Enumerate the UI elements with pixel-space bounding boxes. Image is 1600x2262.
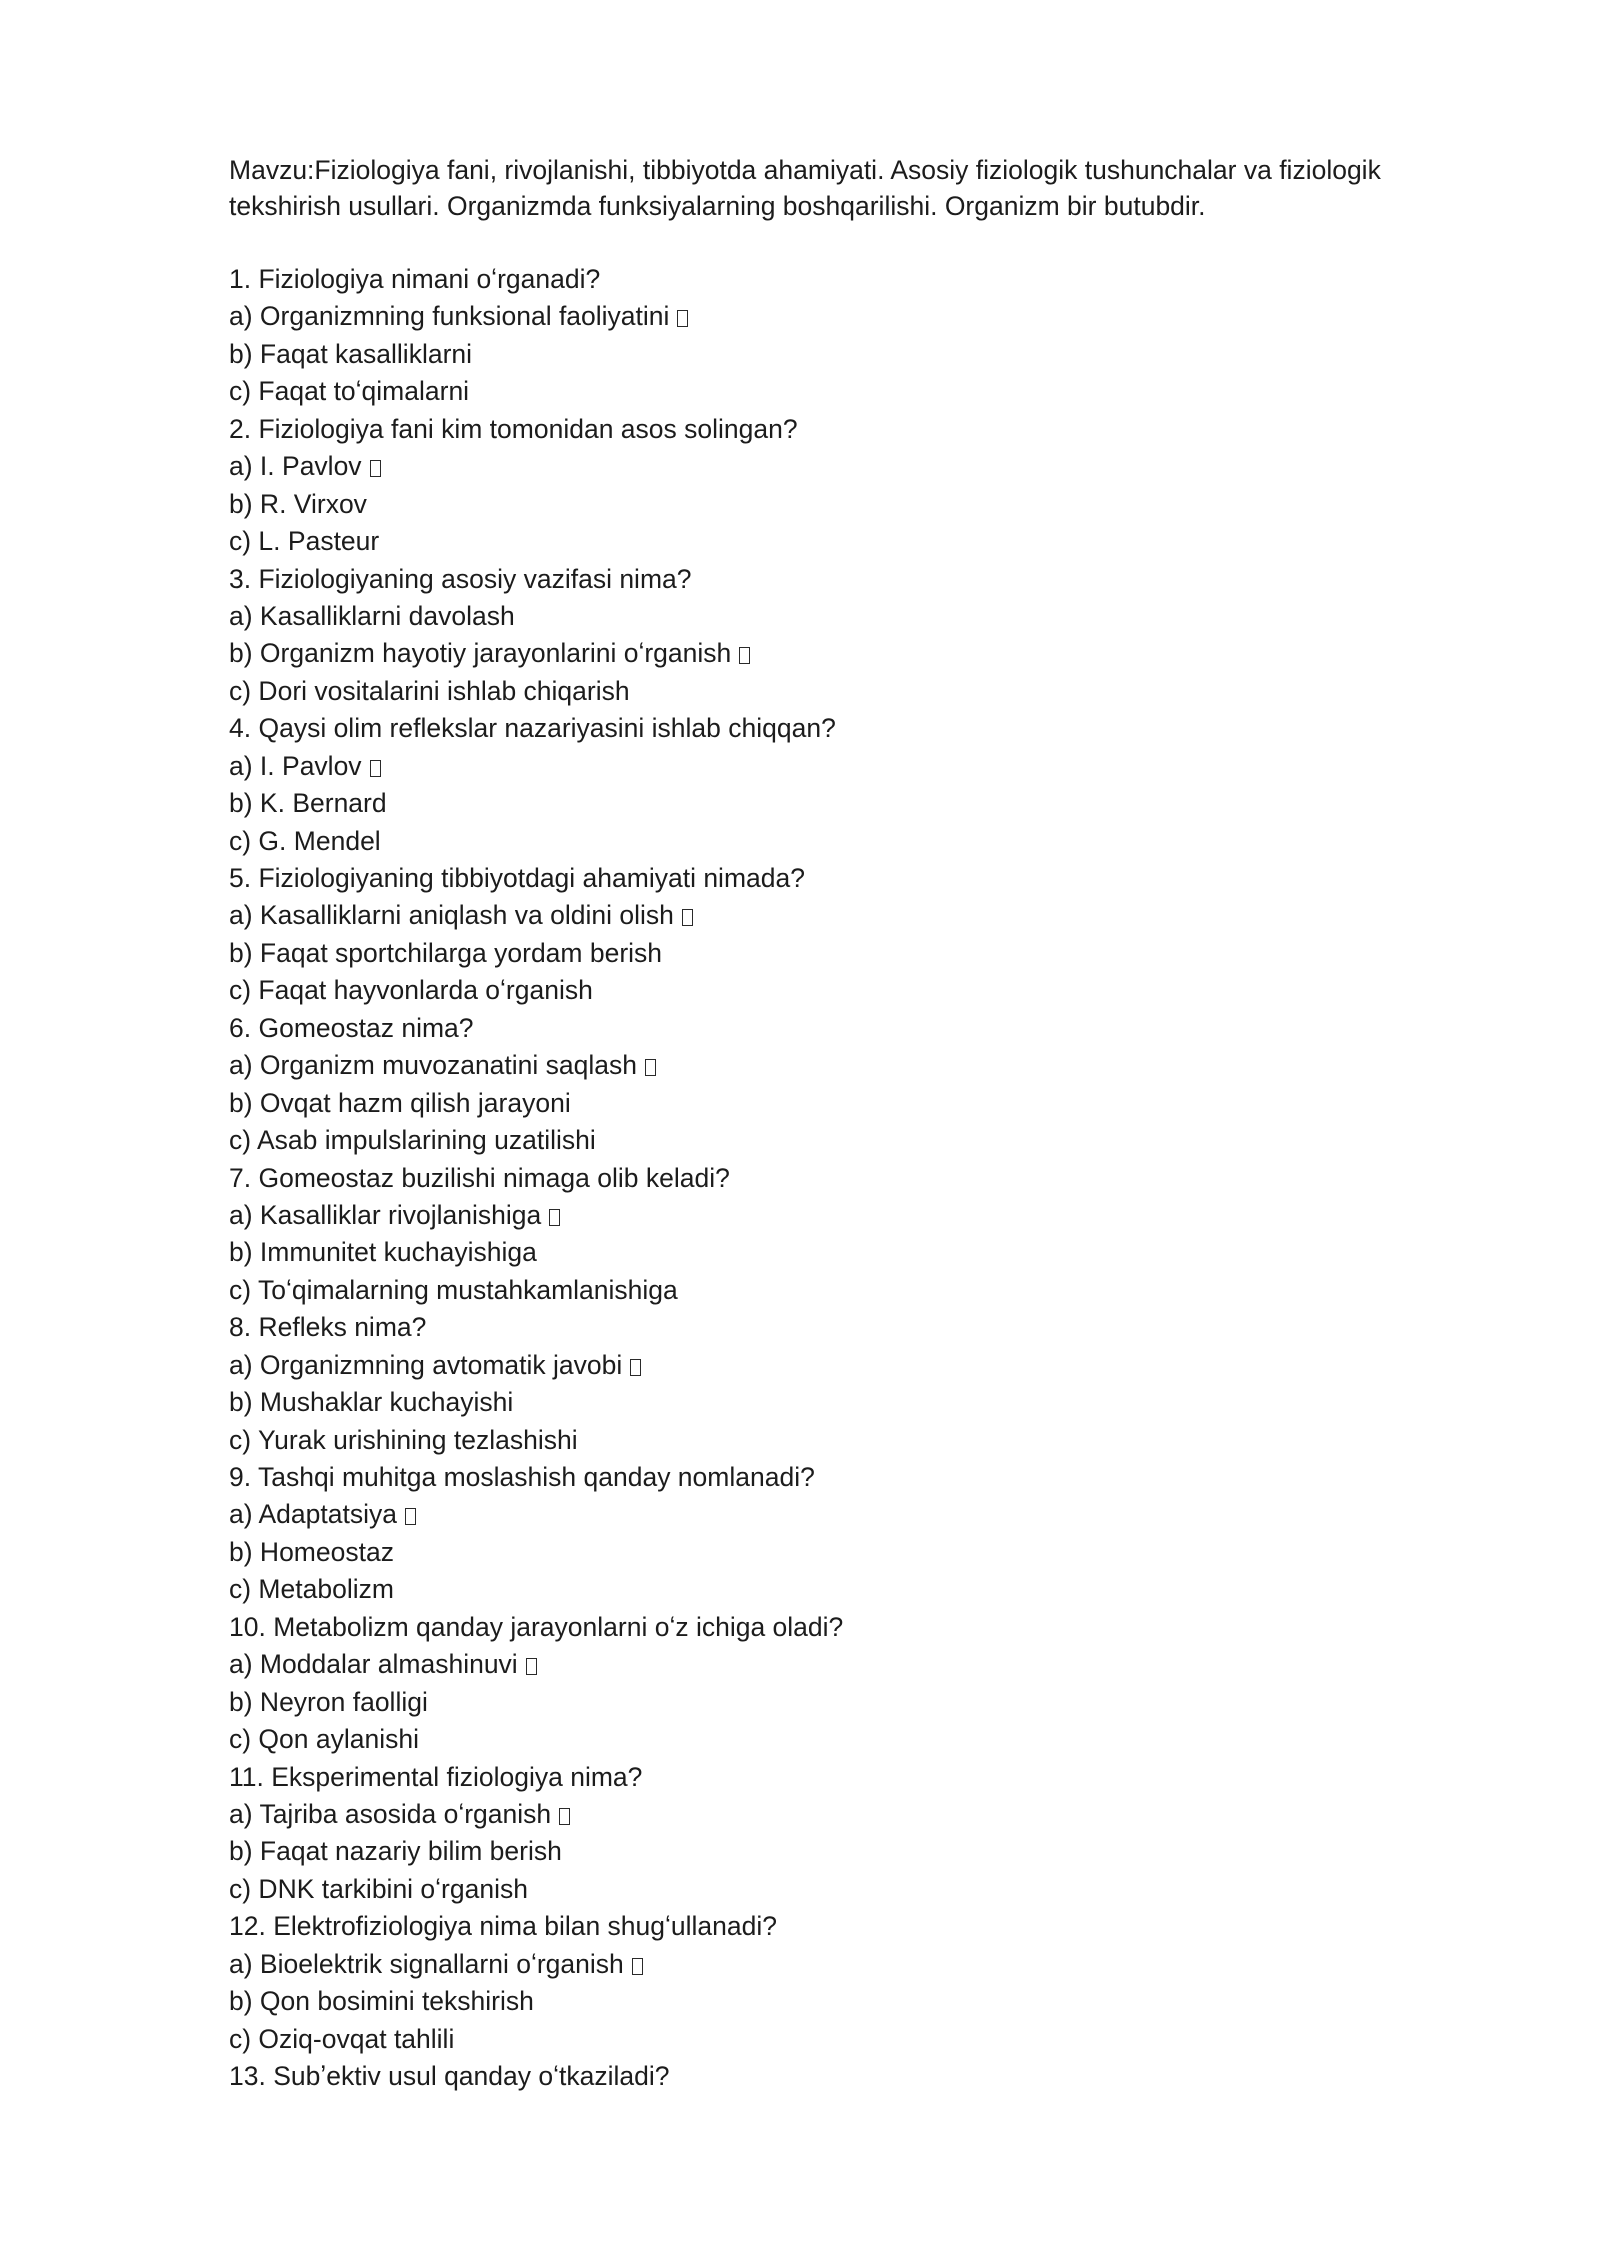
answer-option bbox=[229, 785, 1439, 822]
answer-option bbox=[229, 1384, 1439, 1421]
answer-option-text: c) Yurak urishining tezlashishi bbox=[229, 1424, 578, 1455]
answer-option bbox=[229, 1422, 1439, 1459]
answer-option bbox=[229, 2021, 1439, 2058]
question-text: 11. Eksperimental fiziologiya nima? bbox=[229, 1761, 643, 1792]
answer-option-text: a) Moddalar almashinuvi bbox=[229, 1649, 518, 1680]
question-text: 13. Subʼektiv usul qanday oʻtkaziladi? bbox=[229, 2061, 670, 2091]
answer-option-text: b) Immunitet kuchayishiga bbox=[229, 1237, 537, 1268]
answer-option-text: c) L. Pasteur bbox=[229, 526, 380, 557]
answer-option bbox=[229, 523, 1439, 560]
correct-answer-box-icon bbox=[526, 1658, 537, 1675]
answer-option bbox=[229, 1833, 1439, 1870]
answer-option bbox=[229, 1234, 1439, 1271]
question-text: 2. Fiziologiya fani kim tomonidan asos solingan? bbox=[229, 413, 798, 444]
question-text: 10. Metabolizm qanday jarayonlarni oʻz ichiga oladi? bbox=[229, 1611, 844, 1642]
answer-option bbox=[229, 1871, 1439, 1908]
correct-answer-box-icon bbox=[370, 760, 381, 777]
question-text: 12. Elektrofiziologiya nima bilan shugʻullanadi? bbox=[229, 1911, 777, 1942]
answer-option bbox=[229, 635, 1439, 672]
answer-option bbox=[229, 1721, 1439, 1758]
answer-option bbox=[229, 748, 1439, 785]
answer-option-text: a) Adaptatsiya bbox=[229, 1499, 397, 1530]
document-page bbox=[229, 152, 1439, 2095]
correct-answer-box-icon bbox=[549, 1209, 560, 1226]
answer-option-text: b) Qon bosimini tekshirish bbox=[229, 1986, 534, 2017]
answer-option bbox=[229, 1983, 1439, 2020]
answer-option-text: a) Kasalliklarni aniqlash va oldini olish bbox=[229, 900, 674, 931]
answer-option-text: c) Dori vositalarini ishlab chiqarish bbox=[229, 675, 630, 706]
answer-option bbox=[229, 1796, 1439, 1833]
correct-answer-box-icon bbox=[370, 460, 381, 477]
answer-option bbox=[229, 1684, 1439, 1721]
correct-answer-box-icon bbox=[682, 909, 693, 926]
answer-option-text: c) Asab impulslarining uzatilishi bbox=[229, 1125, 596, 1156]
correct-answer-box-icon bbox=[630, 1359, 641, 1376]
answer-option bbox=[229, 1122, 1439, 1159]
answer-option bbox=[229, 486, 1439, 523]
answer-option bbox=[229, 1047, 1439, 1084]
answer-option-text: b) Ovqat hazm qilish jarayoni bbox=[229, 1087, 571, 1118]
question-text: 8. Refleks nima? bbox=[229, 1312, 427, 1343]
answer-option-text: b) Faqat nazariy bilim berish bbox=[229, 1836, 562, 1867]
question-text: 5. Fiziologiyaning tibbiyotdagi ahamiyati nimada? bbox=[229, 863, 805, 893]
answer-option-text: a) Organizm muvozanatini saqlash bbox=[229, 1050, 637, 1081]
answer-option bbox=[229, 448, 1439, 485]
document-title: Mavzu:Fiziologiya fani, rivojlanishi, tibbiyotda ahamiyati. Asosiy fiziologik tushunchalar va fiziologik tekshirish usullari. Organizmda funksiyalarning boshqarilishi. Organizm bir butubdir. bbox=[229, 155, 1381, 221]
answer-option bbox=[229, 1197, 1439, 1234]
answer-option-text: c) DNK tarkibini oʻrganish bbox=[229, 1873, 528, 1904]
answer-option-text: b) Homeostaz bbox=[229, 1536, 394, 1567]
answer-option-text: c) Faqat hayvonlarda oʻrganish bbox=[229, 975, 593, 1006]
answer-option-text: a) Bioelektrik signallarni oʻrganish bbox=[229, 1948, 624, 1979]
answer-option bbox=[229, 298, 1439, 335]
question-text: 9. Tashqi muhitga moslashish qanday nomlanadi? bbox=[229, 1462, 815, 1492]
answer-option-text: b) Neyron faolligi bbox=[229, 1686, 428, 1717]
answer-option-text: b) Mushaklar kuchayishi bbox=[229, 1387, 514, 1418]
answer-option-text: c) Toʻqimalarning mustahkamlanishiga bbox=[229, 1274, 678, 1305]
answer-option bbox=[229, 1496, 1439, 1533]
question-list bbox=[229, 261, 1439, 2095]
answer-option-text: b) R. Virxov bbox=[229, 488, 367, 519]
answer-option-text: b) K. Bernard bbox=[229, 788, 387, 819]
answer-option-text: c) G. Mendel bbox=[229, 825, 381, 856]
answer-option bbox=[229, 1272, 1439, 1309]
correct-answer-box-icon bbox=[677, 310, 688, 327]
answer-option bbox=[229, 972, 1439, 1009]
answer-option-text: a) Kasalliklar rivojlanishiga bbox=[229, 1199, 542, 1230]
correct-answer-box-icon bbox=[405, 1508, 416, 1525]
answer-option bbox=[229, 1571, 1439, 1608]
answer-option-text: c) Faqat toʻqimalarni bbox=[229, 376, 470, 407]
answer-option bbox=[229, 1534, 1439, 1571]
answer-option bbox=[229, 1646, 1439, 1683]
answer-option-text: a) Kasalliklarni davolash bbox=[229, 600, 515, 631]
answer-option bbox=[229, 336, 1439, 373]
question-text: 3. Fiziologiyaning asosiy vazifasi nima? bbox=[229, 563, 692, 594]
answer-option-text: a) Tajriba asosida oʻrganish bbox=[229, 1798, 552, 1829]
answer-option-text: c) Oziq-ovqat tahlili bbox=[229, 2023, 455, 2054]
answer-option-text: c) Metabolizm bbox=[229, 1574, 394, 1605]
question-text: 4. Qaysi olim reflekslar nazariyasini ishlab chiqqan? bbox=[229, 713, 836, 744]
answer-option-text: b) Faqat sportchilarga yordam berish bbox=[229, 937, 663, 968]
answer-option bbox=[229, 1085, 1439, 1122]
correct-answer-box-icon bbox=[559, 1808, 570, 1825]
correct-answer-box-icon bbox=[739, 647, 750, 664]
answer-option-text: a) Organizmning funksional faoliyatini bbox=[229, 301, 670, 332]
answer-option bbox=[229, 1946, 1439, 1983]
answer-option bbox=[229, 823, 1439, 860]
answer-option-text: a) I. Pavlov bbox=[229, 451, 362, 482]
question-text: 7. Gomeostaz buzilishi nimaga olib keladi? bbox=[229, 1162, 730, 1193]
answer-option bbox=[229, 673, 1439, 710]
answer-option-text: b) Faqat kasalliklarni bbox=[229, 338, 473, 369]
answer-option bbox=[229, 897, 1439, 934]
answer-option-text: a) Organizmning avtomatik javobi bbox=[229, 1349, 623, 1380]
correct-answer-box-icon bbox=[645, 1059, 656, 1076]
answer-option bbox=[229, 1347, 1439, 1384]
answer-option bbox=[229, 598, 1439, 635]
answer-option-text: c) Qon aylanishi bbox=[229, 1724, 420, 1755]
answer-option-text: a) I. Pavlov bbox=[229, 750, 362, 781]
answer-option-text: b) Organizm hayotiy jarayonlarini oʻrganish bbox=[229, 638, 732, 669]
answer-option bbox=[229, 935, 1439, 972]
question-text: 1. Fiziologiya nimani oʻrganadi? bbox=[229, 264, 601, 294]
correct-answer-box-icon bbox=[632, 1958, 643, 1975]
question-text: 6. Gomeostaz nima? bbox=[229, 1012, 474, 1043]
answer-option bbox=[229, 373, 1439, 410]
